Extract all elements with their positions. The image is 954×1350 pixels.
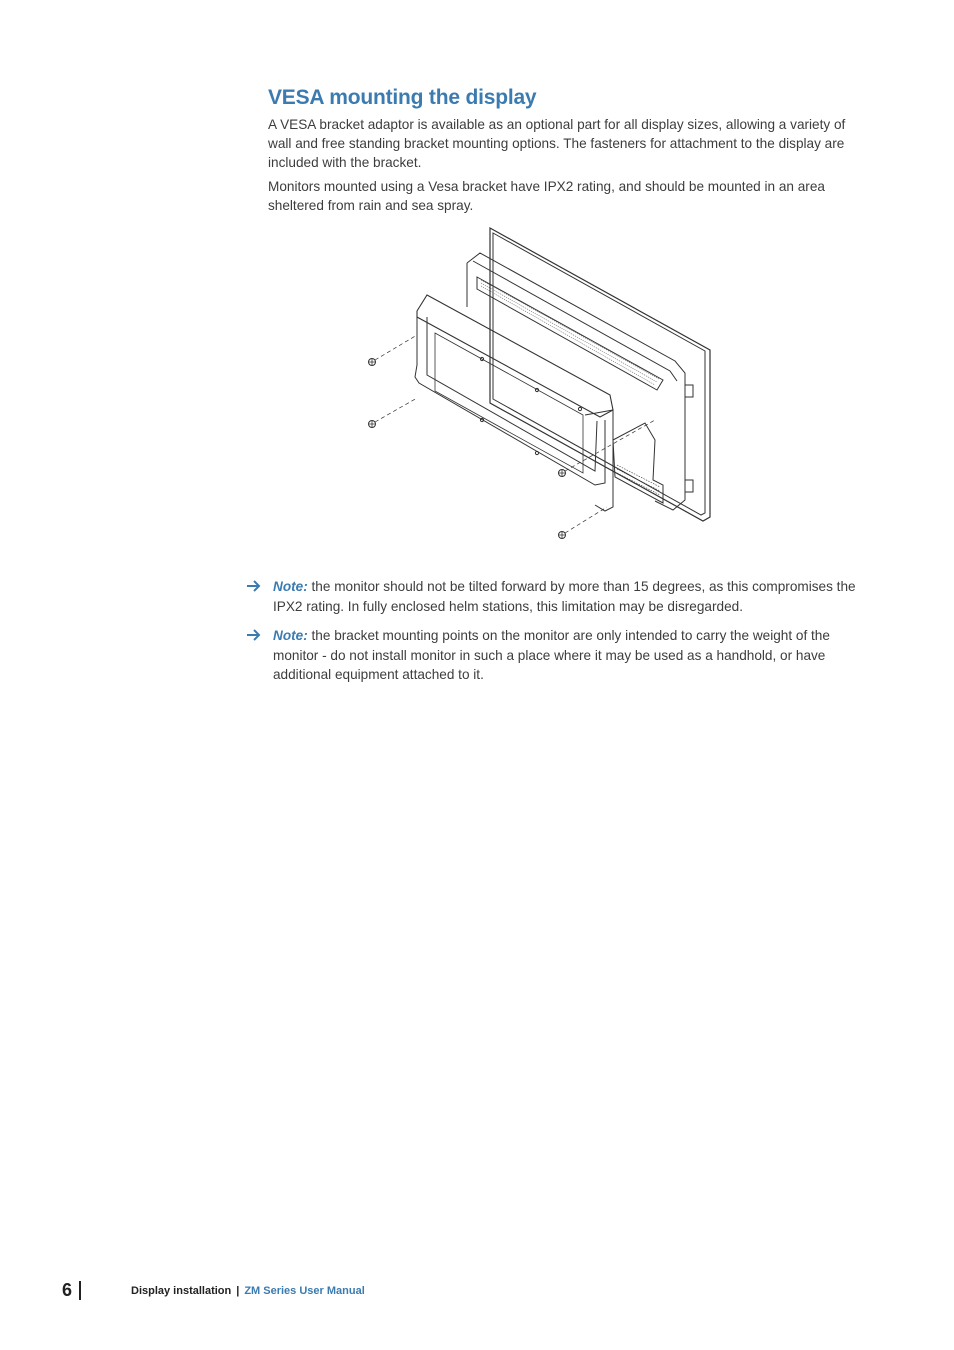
intro-paragraph: A VESA bracket adaptor is available as an optional part for all display sizes, allowing a variety of wall and free standing bracket mounting options. The fasteners for attachment to the display are included with the bracket. xyxy=(268,117,846,170)
note-label: Note: xyxy=(273,579,308,594)
footer-divider xyxy=(79,1281,81,1300)
note-label: Note: xyxy=(273,628,308,643)
vesa-bracket xyxy=(415,295,613,511)
footer-separator: | xyxy=(236,1285,240,1297)
arrow-right-icon xyxy=(246,628,262,642)
page-number: 6 xyxy=(62,1280,73,1300)
note-text: the bracket mounting points on the monitor are only intended to carry the weight of the monitor - do not install monitor in such a place where it may be used as a handhold, or have additional equipment attached to it. xyxy=(273,628,830,682)
footer-manual-title: ZM Series User Manual xyxy=(244,1285,365,1297)
footer-section: Display installation xyxy=(131,1285,232,1297)
section-title: VESA mounting the display xyxy=(268,86,537,109)
running-footer xyxy=(131,1285,365,1297)
vesa-mounting-illustration xyxy=(355,225,725,550)
note-text: the monitor should not be tilted forward by more than 15 degrees, as this compromises the IPX2 rating. In fully enclosed helm stations, this limitation may be disregarded. xyxy=(273,579,856,614)
rating-paragraph: Monitors mounted using a Vesa bracket have IPX2 rating, and should be mounted in an area sheltered from rain and sea spray. xyxy=(268,179,825,213)
monitor-frame xyxy=(467,228,710,521)
arrow-right-icon xyxy=(246,579,262,593)
